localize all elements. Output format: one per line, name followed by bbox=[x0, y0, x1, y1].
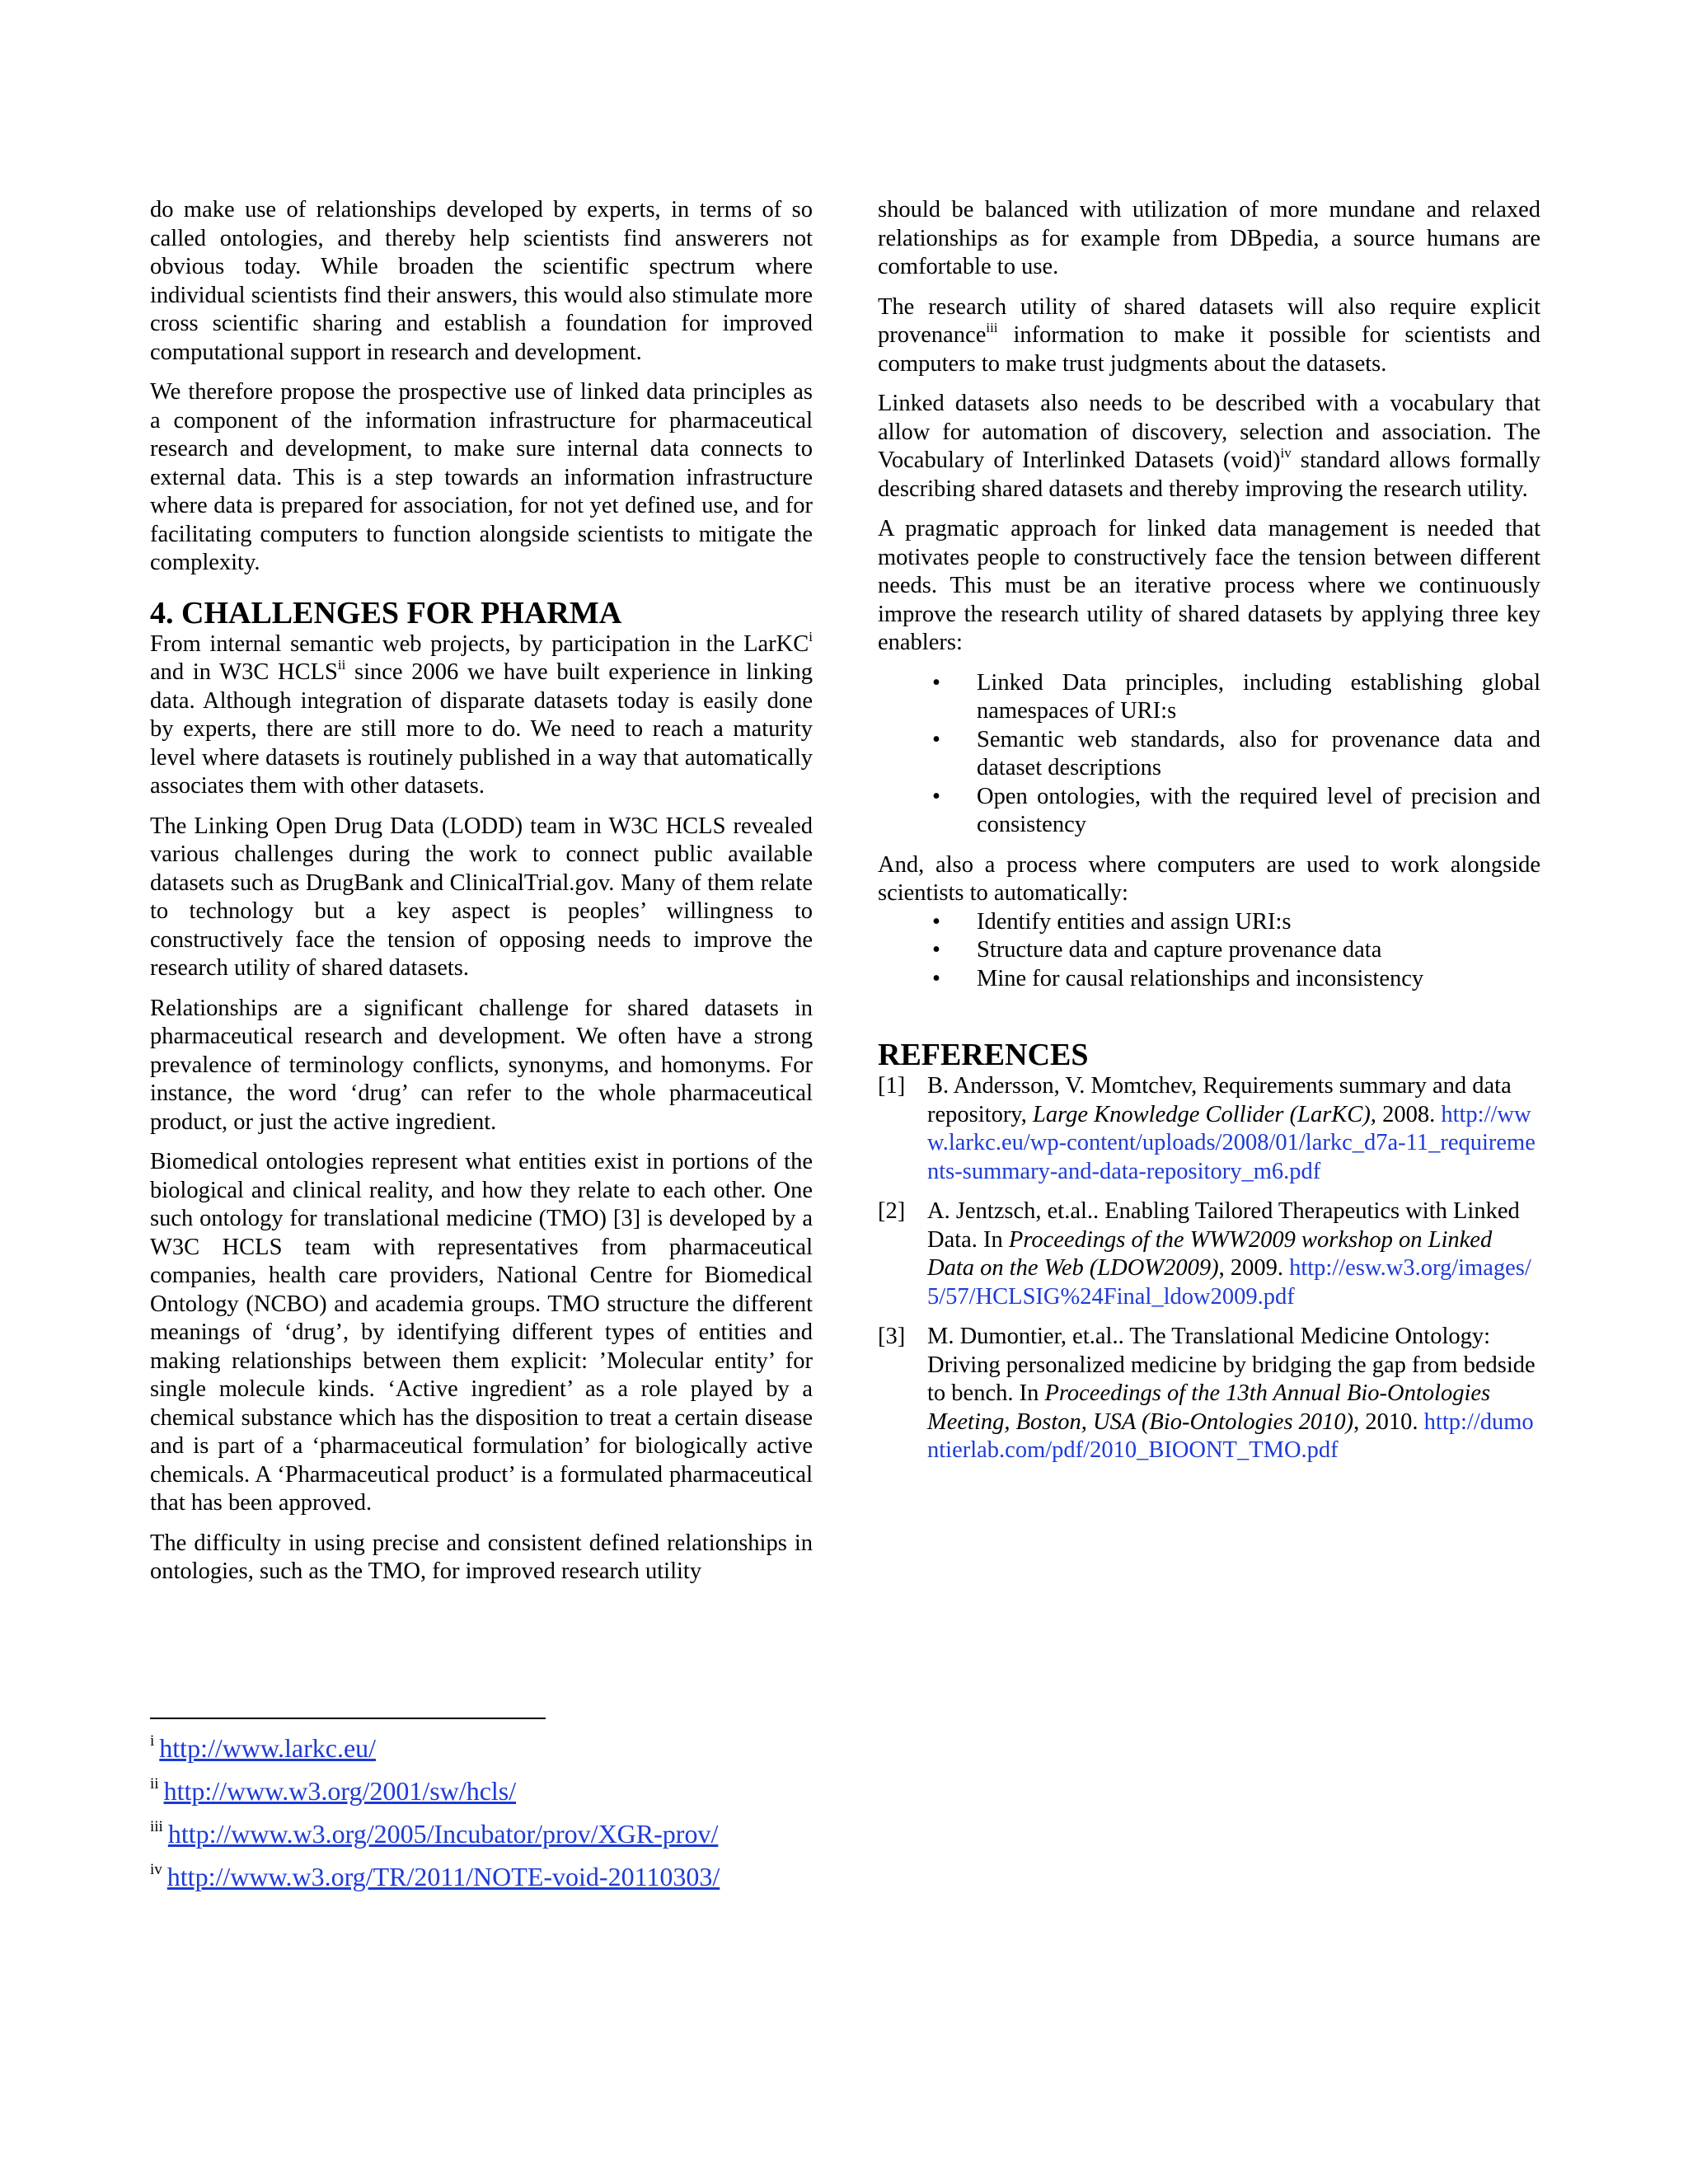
body-paragraph: The Linking Open Drug Data (LODD) team in W3C HCLS revealed various challenges during the work to connect public available datasets such as DrugBank and ClinicalTrial.gov. Many of them relate to technology but a key aspect is peoples’ willingness to constructively face the tension of opposing needs to improve the research utility of shared datasets. bbox=[150, 813, 813, 981]
footnote-ref[interactable]: i bbox=[809, 628, 813, 644]
steps-list bbox=[878, 908, 1540, 994]
footnote: $^{ii}$ http://www.w3.org/2001/sw/hcls/ bbox=[150, 1775, 517, 1806]
footnote-ref[interactable]: ii bbox=[337, 657, 346, 673]
reference-number: [2] bbox=[878, 1198, 906, 1224]
bullet-icon: • bbox=[932, 965, 940, 991]
bullet-icon: • bbox=[932, 669, 940, 696]
footnote: $^{iv}$ http://www.w3.org/TR/2011/NOTE-void-20110303/ bbox=[150, 1861, 720, 1891]
body-paragraph: The difficulty in using precise and consistent defined relationships in ontologies, such as the TMO, for improved research utility bbox=[150, 1530, 813, 1584]
footnote-link[interactable]: http://www.w3.org/2005/Incubator/prov/XGR-prov/ bbox=[167, 1819, 719, 1849]
reference-item: [3] M. Dumontier, et.al.. The Translational Medicine Ontology: Driving personalized medicine by bridging the gap from bedside to bench. In Proceedings of the 13th Annual Bio-Ontologies Meeting, Boston, USA (Bio-Ontologies 2010), 2010. http://dumontierlab.com/pdf/2010_BIOONT_TMO.pdf bbox=[878, 1324, 1536, 1463]
right-column bbox=[878, 196, 1540, 1477]
bullet-icon: • bbox=[932, 908, 940, 935]
footnote-ref[interactable]: iv bbox=[1280, 445, 1292, 461]
list-item: • Semantic web standards, also for provenance data and dataset descriptions bbox=[932, 726, 1540, 780]
references-heading: REFERENCES bbox=[878, 1038, 1089, 1072]
body-paragraph: Relationships are a significant challenge for shared datasets in pharmaceutical research and development. We often have a strong prevalence of terminology conflicts, synonyms, and homonyms. For instance, the word ‘drug’ can refer to the whole pharmaceutical product, or just the active ingredient. bbox=[150, 995, 813, 1135]
list-item: • Linked Data principles, including establishing global namespaces of URI:s bbox=[932, 669, 1540, 724]
reference-number: [1] bbox=[878, 1073, 906, 1099]
body-paragraph: do make use of relationships developed by experts, in terms of so called ontologies, and thereby help scientists find answerers not obvious today. While broaden the scientific spectrum where individual scientists find their answers, this would also stimulate more cross scientific sharing and establish a foundation for improved computational support in research and development. bbox=[150, 197, 813, 365]
footnote: $^{iii}$ http://www.w3.org/2005/Incubator/prov/XGR-prov/ bbox=[150, 1818, 719, 1849]
body-paragraph: Linked datasets also needs to be described with a vocabulary that allow for automation of discovery, selection and association. The Vocabulary of Interlinked Datasets (void)$^{iv}$ standard allows formally describing shared datasets and thereby improving the research utility. bbox=[878, 391, 1540, 502]
body-paragraph: We therefore propose the prospective use of linked data principles as a component of the information infrastructure for pharmaceutical research and development, to make sure internal data connects to external data. This is a step towards an information infrastructure where data is prepared for association, for not yet defined use, and for facilitating computers to function alongside scientists to mitigate the complexity. bbox=[150, 379, 813, 575]
footnote-link[interactable]: http://www.w3.org/2001/sw/hcls/ bbox=[163, 1776, 517, 1806]
reference-link[interactable]: http://dumontierlab.com/pdf/2010_BIOONT_TMO.pdf bbox=[927, 1408, 1534, 1463]
reference-item: [2] A. Jentzsch, et.al.. Enabling Tailored Therapeutics with Linked Data. In Proceedings of the WWW2009 workshop on Linked Data on the Web (LDOW2009), 2009. http://esw.w3.org/images/5/57/HCLSIG%24Final_ldow2009.pdf bbox=[878, 1198, 1531, 1310]
body-paragraph: The research utility of shared datasets will also require explicit provenance$^{iii}$ information to make it possible for scientists and computers to make trust judgments about the datasets. bbox=[878, 293, 1540, 377]
section-heading: 4. CHALLENGES FOR PHARMA bbox=[150, 595, 622, 630]
footnote-divider bbox=[150, 1718, 546, 1719]
body-paragraph: A pragmatic approach for linked data management is needed that motivates people to constructively face the tension between different needs. This must be an iterative process where we continuously improve the research utility of shared datasets by applying three key enablers: bbox=[878, 516, 1540, 655]
list-item: • Structure data and capture provenance data bbox=[878, 936, 1540, 965]
enablers-list bbox=[878, 669, 1540, 840]
bullet-icon: • bbox=[932, 726, 940, 752]
list-item: • Identify entities and assign URI:s bbox=[878, 908, 1540, 937]
footnote-link[interactable]: http://www.w3.org/TR/2011/NOTE-void-20110303/ bbox=[166, 1862, 720, 1891]
bullet-icon: • bbox=[932, 937, 940, 963]
list-item: • Mine for causal relationships and inconsistency bbox=[878, 965, 1540, 994]
body-paragraph: From internal semantic web projects, by participation in the LarKC$^i$ and in W3C HCLS$^{ii}$ since 2006 we have built experience in linking data. Although integration of disparate datasets today is easily done by experts, there are still more to do. We need to reach a maturity level where datasets is routinely published in a way that automatically associates them with other datasets. bbox=[150, 628, 813, 799]
footnote-ref[interactable]: iii bbox=[986, 320, 998, 335]
reference-link[interactable]: http://www.larkc.eu/wp-content/uploads/2008/01/larkc_d7a-11_requirements-summary-and-data-repository_m6.pdf bbox=[927, 1101, 1536, 1184]
list-item: • Open ontologies, with the required level of precision and consistency bbox=[932, 783, 1540, 837]
left-column bbox=[150, 196, 813, 1598]
body-paragraph: Biomedical ontologies represent what entities exist in portions of the biological and clinical reality, and how they relate to each other. One such ontology for translational medicine (TMO) [3] is developed by a W3C HCLS team with representatives from pharmaceutical companies, health care providers, National Centre for Biomedical Ontology (NCBO) and academia groups. TMO structure the different meanings of ‘drug’, by identifying different types of entities and making relationships between them explicit: ’Molecular entity’ for single molecule kinds. ‘Active ingredient’ as a role played by a chemical substance which has the disposition to treat a certain disease and is part of a ‘pharmaceutical formulation’ for biologically active chemicals. A ‘Pharmaceutical product’ is a formulated pharmaceutical that has been approved. bbox=[150, 1149, 813, 1516]
reference-item: [1] B. Andersson, V. Momtchev, Requirements summary and data repository, Large Knowledge Collider (LarKC), 2008. http://www.larkc.eu/wp-content/uploads/2008/01/larkc_d7a-11_requirements-summary-and-data-repository_m6.pdf bbox=[878, 1073, 1536, 1184]
reference-link[interactable]: http://esw.w3.org/images/5/57/HCLSIG%24Final_ldow2009.pdf bbox=[927, 1255, 1531, 1310]
reference-number: [3] bbox=[878, 1324, 906, 1349]
footnote-link[interactable]: http://www.larkc.eu/ bbox=[159, 1733, 377, 1763]
bullet-icon: • bbox=[932, 783, 940, 809]
body-paragraph: And, also a process where computers are used to work alongside scientists to automatically: bbox=[878, 851, 1540, 906]
footnote: $^i$ http://www.larkc.eu/ bbox=[150, 1732, 377, 1763]
body-paragraph: should be balanced with utilization of more mundane and relaxed relationships as for example from DBpedia, a source humans are comfortable to use. bbox=[878, 197, 1540, 279]
